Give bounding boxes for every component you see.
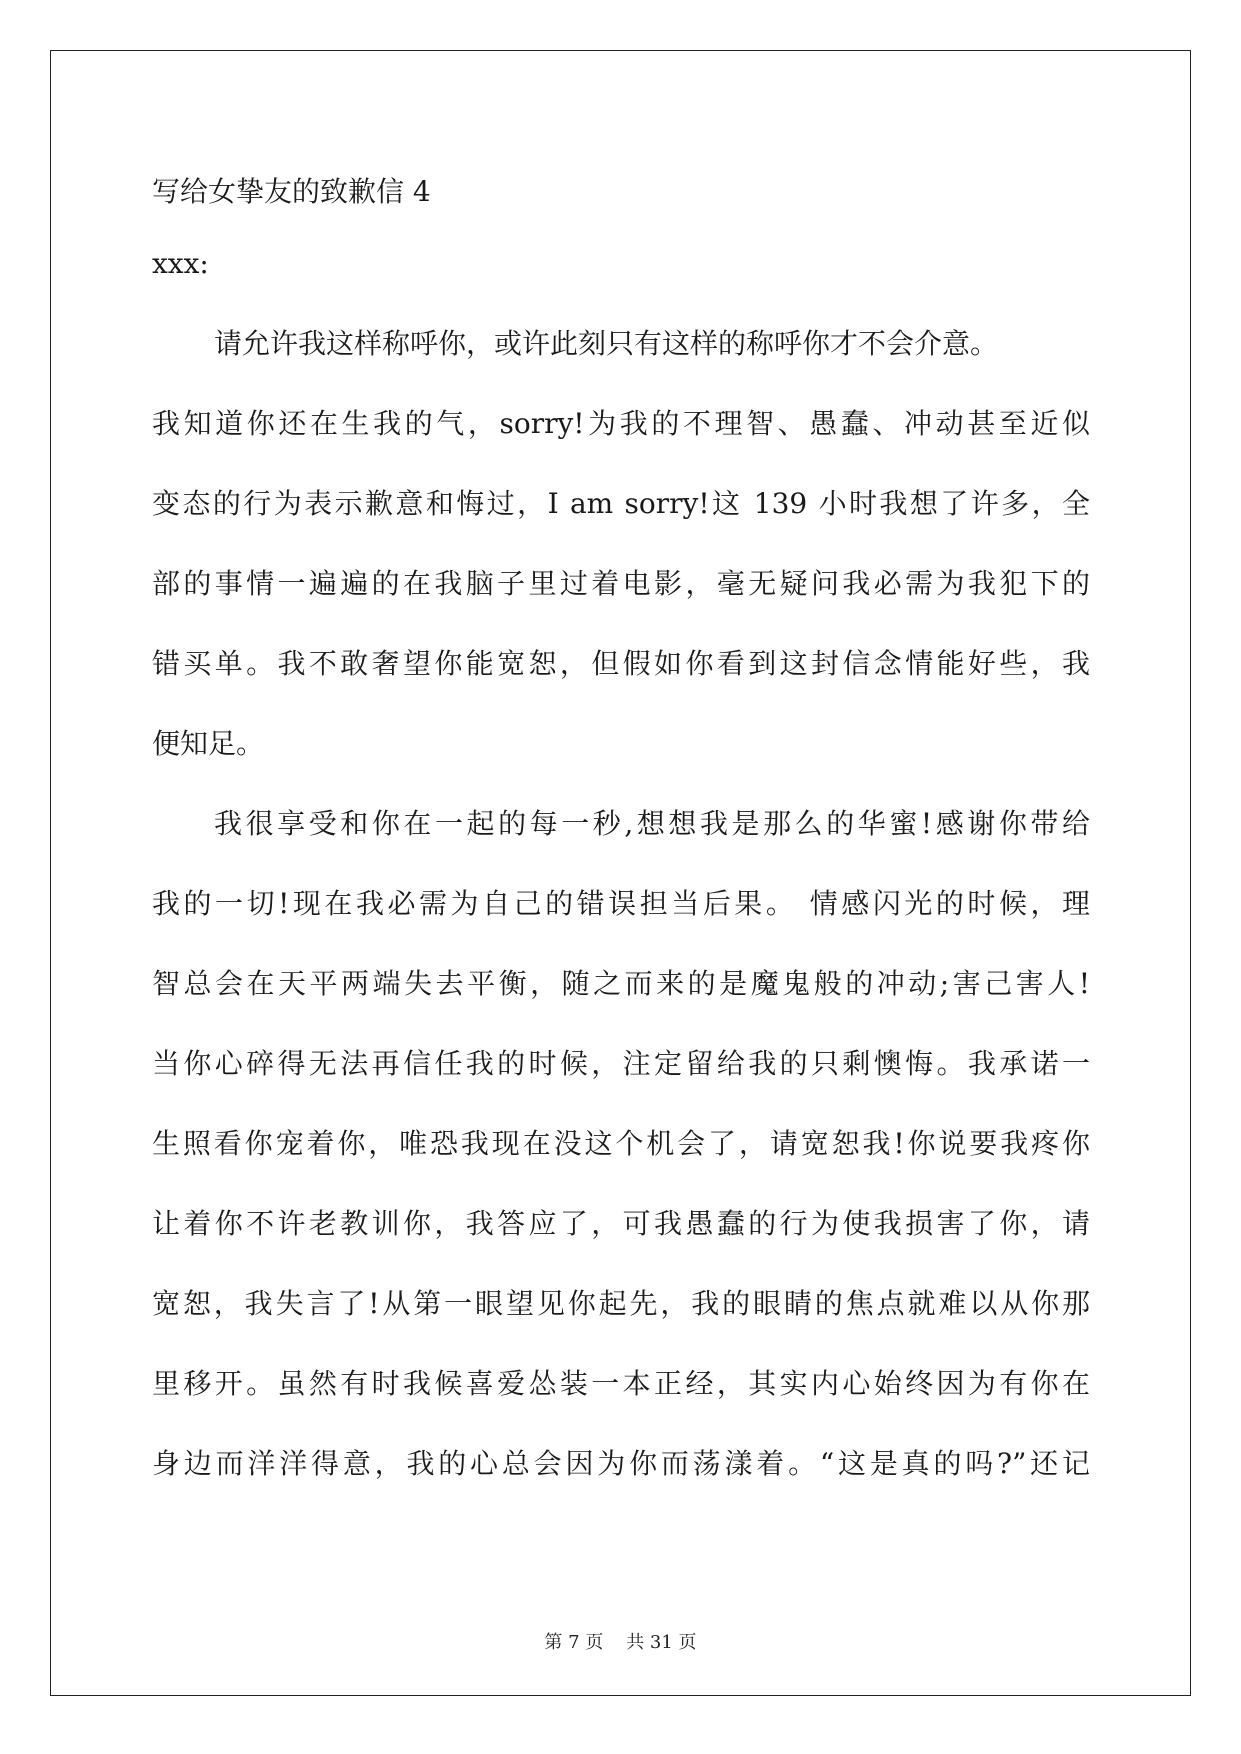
letter-greeting: xxx: [152, 247, 209, 280]
paragraph-2-line-3: 智总会在天平两端失去平衡，随之而来的是魔鬼般的冲动;害己害人! [152, 967, 1090, 1000]
paragraph-1-line-6: 便知足。 [152, 727, 265, 760]
paragraph-2-line-2: 我的一切!现在我必需为自己的错误担当后果。 情感闪光的时候，理 [152, 887, 1090, 920]
paragraph-1-line-5: 错买单。我不敢奢望你能宽恕，但假如你看到这封信念情能好些，我 [152, 647, 1090, 680]
paragraph-1-line-2: 我知道你还在生我的气，sorry!为我的不理智、愚蠢、冲动甚至近似 [152, 407, 1090, 440]
paragraph-2-line-1: 我很享受和你在一起的每一秒,想想我是那么的华蜜!感谢你带给 [214, 807, 1090, 840]
paragraph-2-line-8: 里移开。虽然有时我候喜爱怂装一本正经，其实内心始终因为有你在 [152, 1367, 1090, 1400]
document-title: 写给女挚友的致歉信 4 [152, 175, 431, 208]
paragraph-2-line-4: 当你心碎得无法再信任我的时候，注定留给我的只剩懊悔。我承诺一 [152, 1047, 1090, 1080]
paragraph-1-line-4: 部的事情一遍遍的在我脑子里过着电影，毫无疑问我必需为我犯下的 [152, 567, 1090, 600]
paragraph-2-line-5: 生照看你宠着你，唯恐我现在没这个机会了，请宽恕我!你说要我疼你 [152, 1127, 1090, 1160]
paragraph-2-line-9: 身边而洋洋得意，我的心总会因为你而荡漾着。“这是真的吗?”还记 [152, 1447, 1090, 1480]
paragraph-1-line-1: 请允许我这样称呼你，或许此刻只有这样的称呼你才不会介意。 [214, 327, 999, 360]
page-number-footer: 第 7 页 共 31 页 [544, 1632, 697, 1653]
paragraph-1-line-3: 变态的行为表示歉意和悔过，I am sorry!这 139 小时我想了许多，全 [152, 487, 1090, 520]
paragraph-2-line-6: 让着你不许老教训你，我答应了，可我愚蠢的行为使我损害了你，请 [152, 1207, 1090, 1240]
letter-body [152, 160, 1090, 1504]
paragraph-2-line-7: 宽恕，我失言了!从第一眼望见你起先，我的眼睛的焦点就难以从你那 [152, 1287, 1090, 1320]
